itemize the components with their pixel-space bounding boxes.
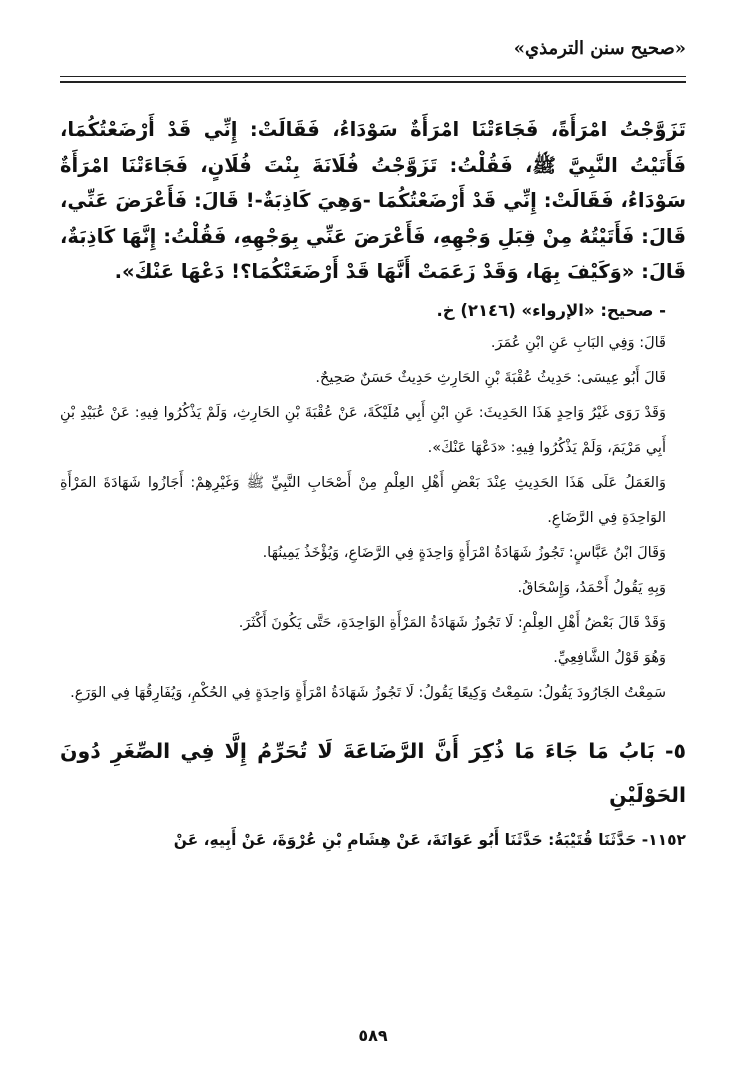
header-rule-thin (60, 76, 686, 77)
hadith-text (60, 112, 686, 290)
commentary-paragraph: وَبِهِ يَقُولُ أَحْمَدُ، وَإِسْحَاقُ. (517, 579, 666, 596)
commentary (60, 326, 686, 711)
commentary-paragraph: وَقَدْ رَوَى غَيْرُ وَاحِدٍ هَذَا الحَدِيثَ: عَنِ ابْنِ أَبِي مُلَيْكَةَ، عَنْ عُقْبَةَ بْنِ الحَارِثِ، وَلَمْ يَذْكُرُوا فِيهِ: عَنْ عُبَيْدِ بْنِ أَبِي مَرْيَمَ، وَلَمْ يَذْكُرُوا فِيهِ: «دَعْهَا عَنْكَ». (60, 404, 666, 456)
page-number: ٥٨٩ (358, 1026, 388, 1045)
page-body (60, 112, 686, 857)
hadith-grading: - صحيح: «الإرواء» (٢١٤٦) خ. (436, 300, 666, 320)
commentary-paragraph: وَقَدْ قَالَ بَعْضُ أَهْلِ العِلْمِ: لَا تَجُوزُ شَهَادَةُ المَرْأَةِ الوَاحِدَةِ، حَتَّى يَكُونَ أَكْثَرَ. (238, 614, 666, 631)
hadith-chain: ١١٥٢- حَدَّثَنَا قُتَيْبَةُ: حَدَّثَنَا أَبُو عَوَانَةَ، عَنْ هِشَامِ بْنِ عُرْوَةَ، عَنْ أَبِيهِ، عَنْ (173, 830, 686, 849)
header-rule-thick (60, 81, 686, 83)
commentary-paragraph: وَالعَمَلُ عَلَى هَذَا الحَدِيثِ عِنْدَ بَعْضِ أَهْلِ العِلْمِ مِنْ أَصْحَابِ النَّبِيِّ ﷺ وَغَيْرِهِمْ: أَجَازُوا شَهَادَةَ المَرْأَةِ الوَاحِدَةِ فِي الرَّضَاعِ. (60, 474, 666, 526)
hadith-paragraph: تَزَوَّجْتُ امْرَأَةً، فَجَاءَتْنَا امْرَأَةٌ سَوْدَاءُ، فَقَالَتْ: إِنِّي قَدْ أَرْضَعْتُكُمَا، فَأَتَيْتُ النَّبِيَّ ﷺ، فَقُلْتُ: تَزَوَّجْتُ فُلَانَةَ بِنْتَ فُلَانٍ، فَجَاءَتْنَا امْرَأَةٌ سَوْدَاءُ، فَقَالَتْ: إِنِّي قَدْ أَرْضَعْتُكُمَا -وَهِيَ كَاذِبَةٌ-! قَالَ: فَأَعْرَضَ عَنِّي، قَالَ: فَأَتَيْتُهُ مِنْ قِبَلِ وَجْهِهِ، فَأَعْرَضَ عَنِّي بِوَجْهِهِ، فَقُلْتُ: إِنَّهَا كَاذِبَةٌ، قَالَ: «وَكَيْفَ بِهَا، وَقَدْ زَعَمَتْ أَنَّهَا قَدْ أَرْضَعَتْكُمَا؟! دَعْهَا عَنْكَ». (60, 118, 686, 283)
commentary-paragraph: قَالَ: وَفِي البَابِ عَنِ ابْنِ عُمَرَ. (490, 334, 666, 351)
commentary-paragraph: وَهُوَ قَوْلُ الشَّافِعِيِّ. (553, 649, 666, 666)
commentary-paragraph: سَمِعْتُ الجَارُودَ يَقُولُ: سَمِعْتُ وَكِيعًا يَقُولُ: لَا تَجُوزُ شَهَادَةُ امْرَأَةٍ وَاحِدَةٍ فِي الحُكْمِ، وَيُفَارِقُهَا فِي الوَرَعِ. (70, 684, 666, 701)
chapter-heading: ٥- بَابُ مَا جَاءَ مَا ذُكِرَ أَنَّ الرَّضَاعَةَ لَا تُحَرِّمُ إِلَّا فِي الصِّغَرِ دُونَ الحَوْلَيْنِ (60, 738, 686, 807)
commentary-paragraph: قَالَ أَبُو عِيسَى: حَدِيثُ عُقْبَةَ بْنِ الحَارِثِ حَدِيثٌ حَسَنٌ صَحِيحٌ. (315, 369, 666, 386)
commentary-paragraph: وَقَالَ ابْنُ عَبَّاسٍ: تَجُوزُ شَهَادَةُ امْرَأَةٍ وَاحِدَةٍ فِي الرَّضَاعِ، وَيُؤْخَذُ يَمِينُهَا. (262, 544, 666, 561)
running-header-title: «صحيح سنن الترمذي» (513, 38, 686, 59)
